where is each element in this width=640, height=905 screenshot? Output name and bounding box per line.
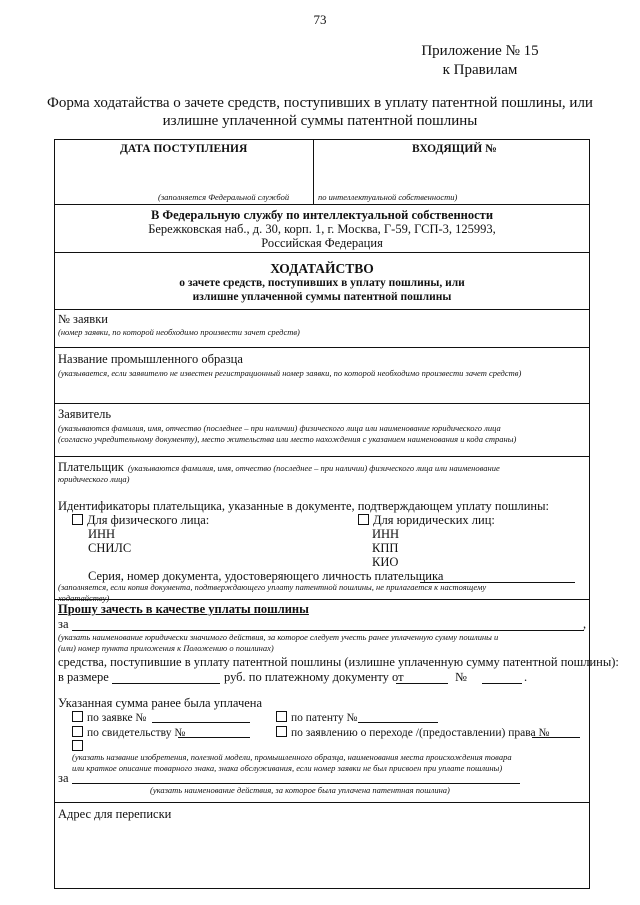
legal-label: Для юридических лиц: [373,513,495,527]
request-comma: , [583,617,587,631]
id-document-hint-2: ходатайству) [58,593,110,603]
applicant-hint-1: (указываются фамилия, имя, отчество (последнее – при наличии) физического лица или наименование юридического лица [58,423,501,433]
paid-before-hint-1: (указать название изобретения, полезной модели, промышленного образца, наименования места происхождения товара [72,752,512,762]
design-name-label: Название промышленного образца [58,352,243,366]
payment-number-field[interactable] [482,683,522,684]
addressee-line2: Бережковская наб., д. 30, корп. 1, г. Москва, Г-59, ГСП-3, 125993, [148,222,496,236]
payer-block [58,460,586,474]
request-action-field[interactable] [72,630,584,631]
kio-label: КИО [372,555,399,569]
paid-before-hint-2: или краткое описание товарного знака, знака обслуживания, если номер заявки не был присвоен при уплате пошлины) [72,763,503,773]
individual-checkbox[interactable] [72,514,83,525]
by-application-checkbox[interactable] [72,711,83,722]
request-hint-1: (указать наименование юридически значимого действия, за которое следует учесть ранее уплаченную сумму пошлины и [58,632,499,642]
divider [54,802,590,803]
paid-before-title: Указанная сумма ранее была уплачена [58,696,263,710]
divider [54,309,590,310]
individual-label: Для физического лица: [87,513,210,527]
addressee [54,208,590,250]
divider [54,456,590,457]
by-transfer-checkbox[interactable] [276,726,287,737]
application-number-hint: (номер заявки, по которой необходимо произвести зачет средств) [58,327,300,337]
payer-label: Плательщик [58,460,124,474]
divider [54,347,590,348]
certificate-number-field[interactable] [178,737,250,738]
incoming-number-label: ВХОДЯЩИЙ № [412,143,497,155]
appendix-line1: Приложение № 15 [421,43,539,59]
form-title-line1: Форма ходатайства о зачете средств, поступивших в уплату патентной пошлины, или [47,95,593,111]
legal-checkbox[interactable] [358,514,369,525]
amount-field[interactable] [112,683,220,684]
filled-by-hint-left: (заполняется Федеральной службой [158,192,290,202]
application-number-label: № заявки [58,312,108,326]
form-title [40,94,600,130]
petition-subtitle-2: излишне уплаченной суммы патентной пошлины [192,291,452,303]
id-document-label: Серия, номер документа, удостоверяющего личность плательщика [88,569,444,583]
petition-title: ХОДАТАЙСТВО [270,261,374,276]
addressee-line1: В Федеральную службу по интеллектуальной собственности [150,208,494,222]
appendix-line2: к Правилам [442,62,518,78]
filled-by-hint-right: по интеллектуальной собственности) [318,192,458,202]
petition-title-block [54,262,590,304]
request-for-label: за [58,617,69,631]
by-application-label: по заявке № [87,712,147,724]
paid-action-field[interactable] [72,783,520,784]
paid-for-label: за [58,771,69,785]
date-received-label: ДАТА ПОСТУПЛЕНИЯ [120,143,248,155]
legal-option[interactable] [358,513,495,528]
correspondence-address-label: Адрес для переписки [58,807,172,821]
by-certificate-label: по свидетельству № [87,727,186,739]
form-title-line2: излишне уплаченной суммы патентной пошлины [162,113,478,129]
payer-identifiers-title: Идентификаторы плательщика, указанные в документе, подтверждающем уплату пошлины: [58,499,549,513]
petition-subtitle-1: о зачете средств, поступивших в уплату пошлины, или [179,277,465,289]
divider [313,139,314,204]
by-patent-checkbox[interactable] [276,711,287,722]
payment-date-field[interactable] [396,683,448,684]
by-certificate-option[interactable] [72,726,185,739]
payment-number-label: № [455,670,467,684]
funds-text: средства, поступившие в уплату патентной пошлины (излишне уплаченную сумму патентной пошлины): [58,655,619,669]
request-title: Прошу зачесть в качестве уплаты пошлины [58,602,309,616]
id-document-hint-1: (заполняется, если копия документа, подтверждающего уплату патентной пошлины, не прилагается к настоящему [58,582,487,592]
by-transfer-label: по заявлению о переходе /(предоставлении) права № [291,727,550,739]
addressee-line3: Российская Федерация [261,236,383,250]
divider [54,204,590,205]
by-patent-label: по патенту № [291,712,358,724]
amount-prefix: в размере [58,670,109,684]
kpp-label: КПП [372,541,399,555]
snils-label: СНИЛС [88,541,132,555]
inn-legal-label: ИНН [372,527,400,541]
by-application-option[interactable] [72,711,146,724]
amount-mid: руб. по платежному документу от [224,670,404,684]
amount-end: . [524,670,528,684]
payer-hint-1: (указываются фамилия, имя, отчество (последнее – при наличии) физического лица или наименование [127,463,500,473]
request-hint [58,632,588,654]
paid-action-hint: (указать наименование действия, за которое была уплачена патентная пошлина) [150,785,450,795]
inn-individual-label: ИНН [88,527,116,541]
appendix-caption [380,42,580,80]
by-transfer-option[interactable] [276,726,549,739]
applicant-hint [58,423,588,445]
page-number: 73 [313,12,327,27]
application-number-field[interactable] [152,722,250,723]
individual-option[interactable] [72,513,209,528]
applicant-label: Заявитель [58,407,112,421]
request-hint-2: (или) номер пункта приложения к Положению о пошлинах) [58,643,274,653]
by-certificate-checkbox[interactable] [72,726,83,737]
divider [54,252,590,253]
payer-hint-2: юридического лица) [58,474,130,484]
paid-before-hint [72,752,588,774]
patent-number-field[interactable] [358,722,438,723]
other-checkbox[interactable] [72,740,83,751]
transfer-number-field[interactable] [532,737,580,738]
by-patent-option[interactable] [276,711,358,724]
applicant-hint-2: (согласно учредительному документу), место жительства или место нахождения с указанием наименования и кода страны) [58,434,517,444]
design-name-hint: (указывается, если заявителю не известен регистрационный номер заявки, по которой необходимо произвести зачет средств) [58,368,522,378]
id-document-hint [58,582,588,604]
divider [54,403,590,404]
